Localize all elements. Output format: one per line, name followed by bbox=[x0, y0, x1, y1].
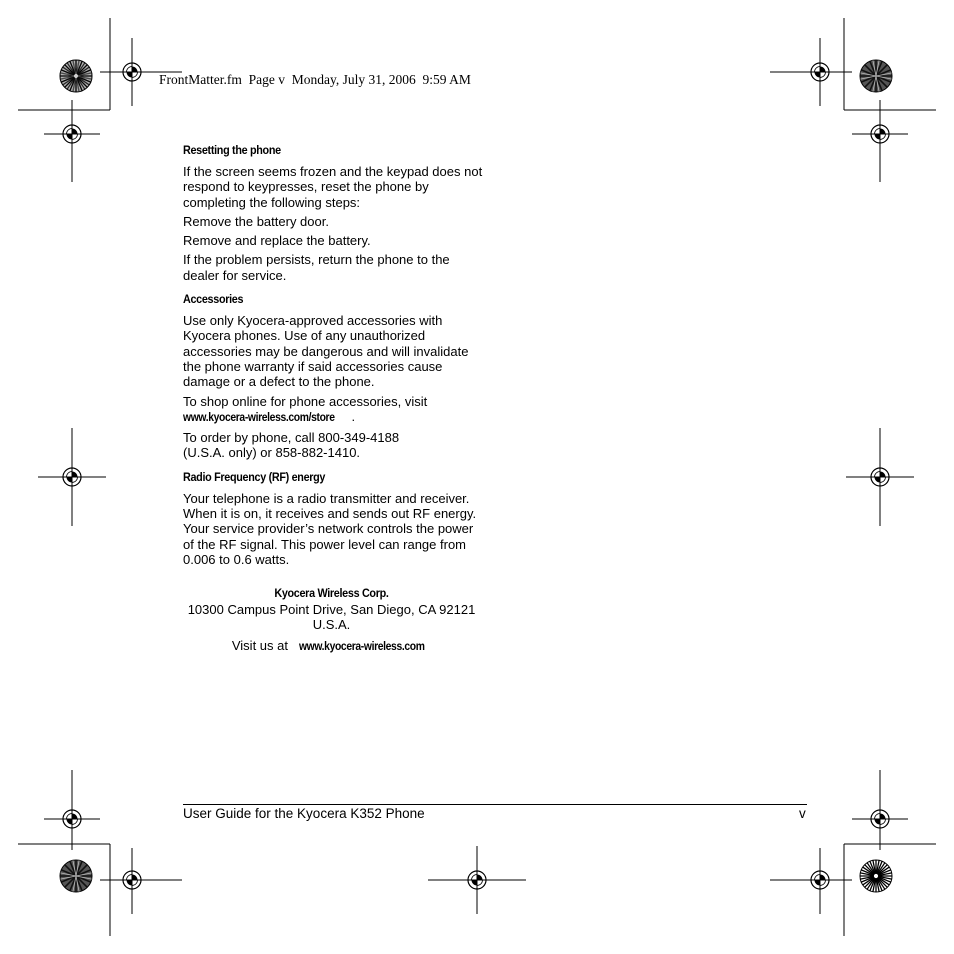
section-heading-rf: Radio Frequency (RF) energy bbox=[183, 469, 326, 484]
footer-title: User Guide for the Kyocera K352 Phone bbox=[183, 806, 425, 821]
slug-line: FrontMatter.fm Page v Monday, July 31, 2006 9:59 AM bbox=[159, 72, 471, 87]
section-heading-accessories: Accessories bbox=[183, 292, 244, 307]
order-line-1: To order by phone, call 800-349-4188 bbox=[183, 430, 400, 446]
company-block bbox=[183, 584, 480, 655]
star-target-icon bbox=[60, 860, 92, 892]
company-country: U.S.A. bbox=[312, 617, 351, 633]
store-period: . bbox=[351, 408, 356, 424]
store-link[interactable]: www.kyocera-wireless.com/store bbox=[183, 411, 335, 424]
star-target-icon bbox=[860, 60, 892, 92]
company-name: Kyocera Wireless Corp. bbox=[274, 586, 389, 600]
section-heading-resetting: Resetting the phone bbox=[183, 143, 281, 157]
resetting-note: If the problem persists, return the phone to the dealer for service. bbox=[183, 252, 450, 283]
footer-rule bbox=[183, 804, 807, 805]
accessories-shop bbox=[183, 394, 483, 427]
accessories-order bbox=[183, 430, 483, 461]
company-visit bbox=[183, 638, 480, 655]
rf-paragraph: Your telephone is a radio transmitter and receiver. When it is on, it receives and sends out RF energy. Your service provider’s network controls the power of the RF signal. This power level can range from 0.006 to 0.6 watts. bbox=[183, 490, 477, 567]
resetting-intro: If the screen seems frozen and the keypad does not respond to keypresses, reset the phone by completing the following steps: bbox=[183, 164, 483, 210]
resetting-step-1: Remove the battery door. bbox=[183, 213, 329, 229]
order-line-2: (U.S.A. only) or 858-882-1410. bbox=[183, 445, 361, 461]
company-address: 10300 Campus Point Drive, San Diego, CA 92121 bbox=[187, 602, 476, 617]
website-link[interactable]: www.kyocera-wireless.com bbox=[298, 640, 425, 653]
page-number: v bbox=[799, 806, 806, 821]
resetting-step-2: Remove and replace the battery. bbox=[183, 233, 371, 249]
page-content bbox=[183, 143, 483, 571]
accessories-warning: Use only Kyocera-approved accessories with Kyocera phones. Use of any unauthorized accessories may be dangerous and will invalidate the phone warranty if said accessories cause damage or a defect to the phone. bbox=[183, 313, 469, 390]
accessories-shop-text: To shop online for phone accessories, visit bbox=[183, 393, 428, 409]
star-target-icon bbox=[860, 860, 892, 892]
visit-text: Visit us at bbox=[231, 637, 292, 653]
